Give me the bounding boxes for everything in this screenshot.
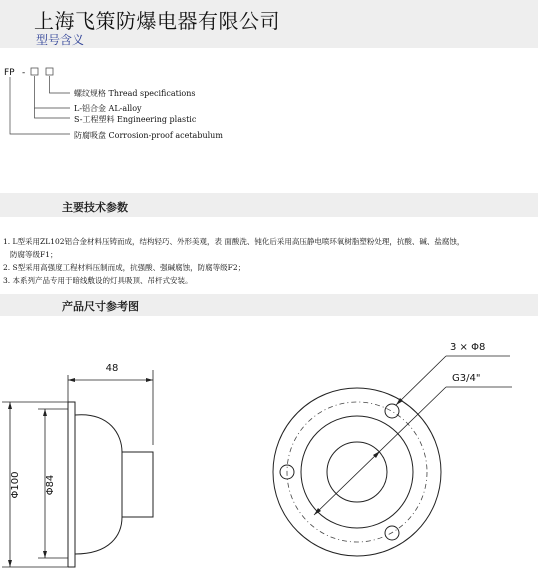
tech-line-2: 2. S型采用高强度工程材料压制而成，抗强酸、强碱腐蚀，防腐等级F2；: [3, 263, 246, 272]
arrow-width-right: [146, 378, 153, 382]
dim-outer-label: Φ100: [10, 471, 21, 499]
arrow-outer-bottom: [8, 560, 12, 567]
section-subtitle: 型号含义: [36, 33, 85, 47]
side-view-drawing: [0, 340, 230, 587]
model-box-material: [31, 68, 38, 75]
company-title: 上海飞策防爆电器有限公司: [34, 9, 280, 33]
base-flange: [68, 402, 75, 567]
arrow-outer-top: [8, 402, 12, 409]
model-box-thread: [46, 68, 53, 75]
front-view-drawing: [250, 330, 538, 587]
outer-circle: [273, 388, 441, 556]
tech-line-1: 1. L型采用ZL102铝合金材料压铸而成，结构轻巧、外形美观，表 面酸洗、钝化后采用高压静电喷环氧树脂塑粉处理，抗酸、碱、盐腐蚀，: [3, 237, 465, 246]
model-prefix: FP: [4, 68, 15, 78]
legend-thread: 螺纹规格 Thread specifications: [74, 89, 196, 98]
bolt-circle: [287, 402, 427, 542]
leader-material-2: [35, 108, 71, 118]
neck: [122, 452, 153, 517]
dome-body: [75, 415, 122, 554]
model-separator: -: [22, 68, 26, 78]
leader-material: [35, 76, 71, 108]
tech-line-3: 3. 本系列产品专用于暗线敷设的灯具吸顶、吊杆式安装。: [3, 276, 193, 285]
leader-prefix: [10, 77, 70, 134]
tech-title: 主要技术参数: [62, 201, 128, 214]
legend-acetabulum: 防腐吸盘 Corrosion-proof acetabulum: [74, 131, 223, 140]
leader-thread: [50, 76, 71, 93]
arrow-width-left: [68, 378, 75, 382]
arrow-inner-bottom: [43, 551, 47, 558]
legend-plastic: S-工程塑料 Engineering plastic: [74, 115, 197, 124]
drawing-title: 产品尺寸参考图: [62, 300, 139, 313]
holes-leader: [396, 356, 446, 405]
arrow-inner-top: [43, 409, 47, 416]
mounting-hole-1: [385, 404, 399, 418]
dim-inner-label: Φ84: [45, 474, 56, 496]
inner-circle: [327, 442, 387, 502]
thread-label: G3/4": [452, 373, 481, 384]
holes-label: 3 × Φ8: [450, 342, 486, 353]
legend-aluminium: L-铝合金 AL-alloy: [74, 104, 142, 113]
tech-line-1b: 防腐等级F1；: [10, 250, 58, 259]
dim-width-label: 48: [105, 363, 119, 374]
